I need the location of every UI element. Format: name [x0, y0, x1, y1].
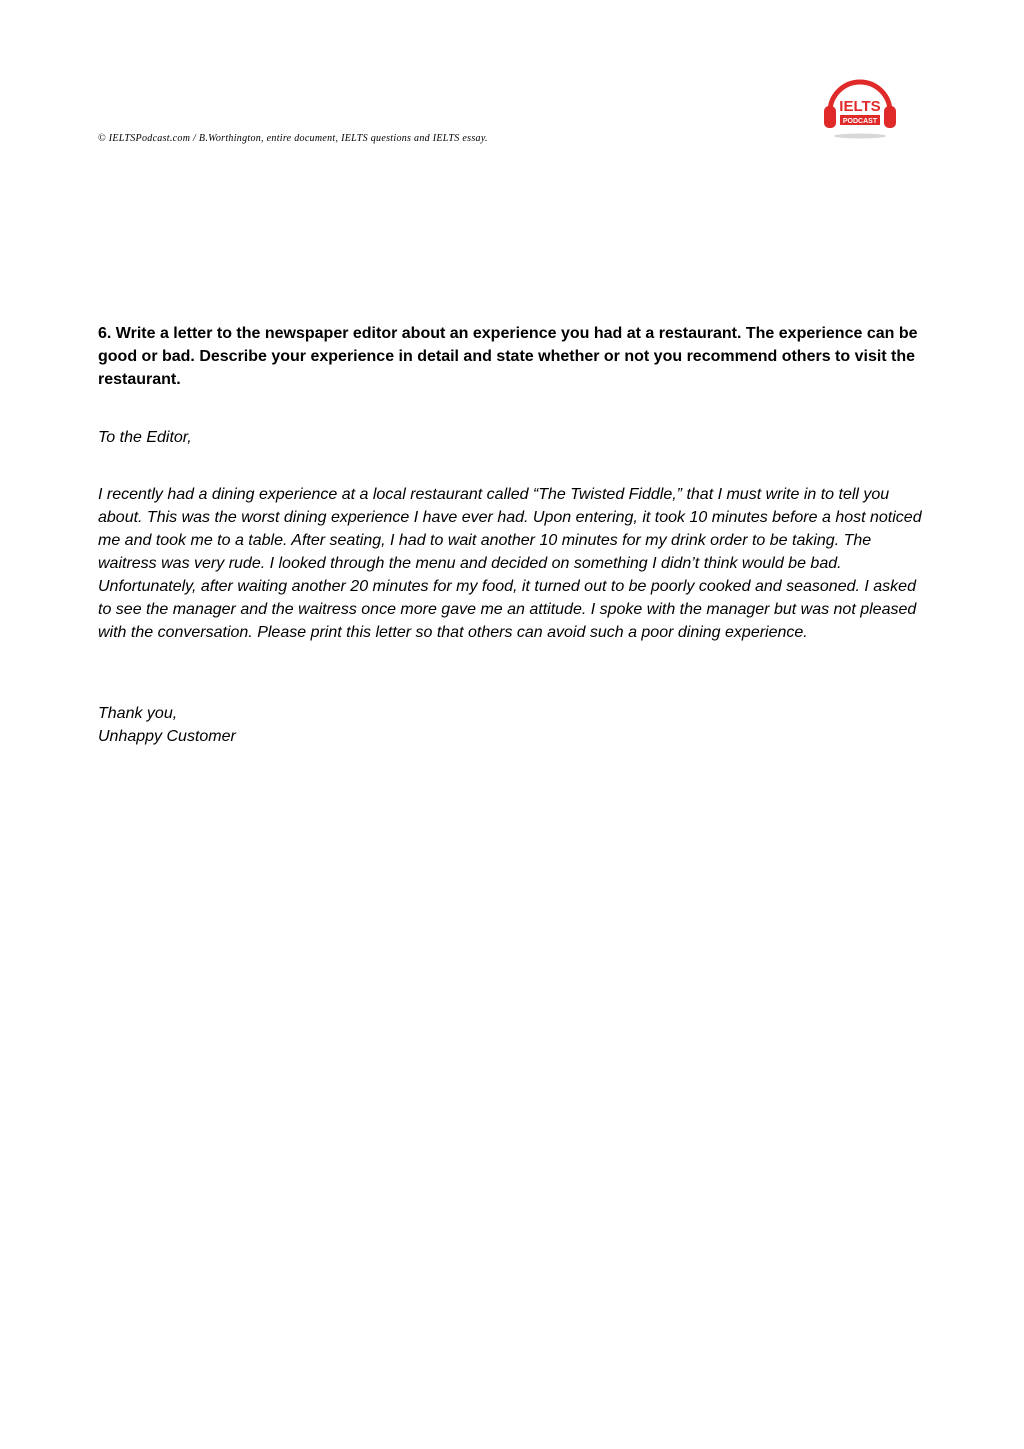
letter-signature: Unhappy Customer: [98, 728, 236, 745]
logo-text-podcast: PODCAST: [842, 118, 878, 125]
copyright-notice: © IELTSPodcast.com / B.Worthington, entire document, IELTS questions and IELTS essay.: [98, 133, 488, 144]
letter-salutation: To the Editor,: [98, 429, 192, 446]
letter-closing-block: [98, 702, 236, 748]
document-content: [98, 322, 928, 745]
headphones-icon: [820, 70, 900, 140]
letter-closing: Thank you,: [98, 705, 178, 722]
logo-text-ielts: IELTS: [839, 98, 881, 115]
task-question: 6. Write a letter to the newspaper editor about an experience you had at a restaurant. The experience can be good or bad. Describe your experience in detail and state whether or not you recommend others to visit the restaurant.: [98, 325, 918, 388]
ielts-podcast-logo: [820, 70, 900, 140]
letter-body: I recently had a dining experience at a local restaurant called “The Twisted Fiddle,” that I must write in to tell you about. This was the worst dining experience I have ever had. Upon entering, it took 10 minutes before a host noticed me and took me to a table. After seating, I had to wait another 10 minutes for my drink order to be taking. The waitress was very rude. I looked through the menu and decided on something I didn’t think would be bad. Unfortunately, after waiting another 20 minutes for my food, it turned out to be poorly cooked and seasoned. I asked to see the manager and the waitress once more gave me an attitude. I spoke with the manager but was not pleased with the conversation. Please print this letter so that others can avoid such a poor dining experience.: [98, 486, 922, 641]
